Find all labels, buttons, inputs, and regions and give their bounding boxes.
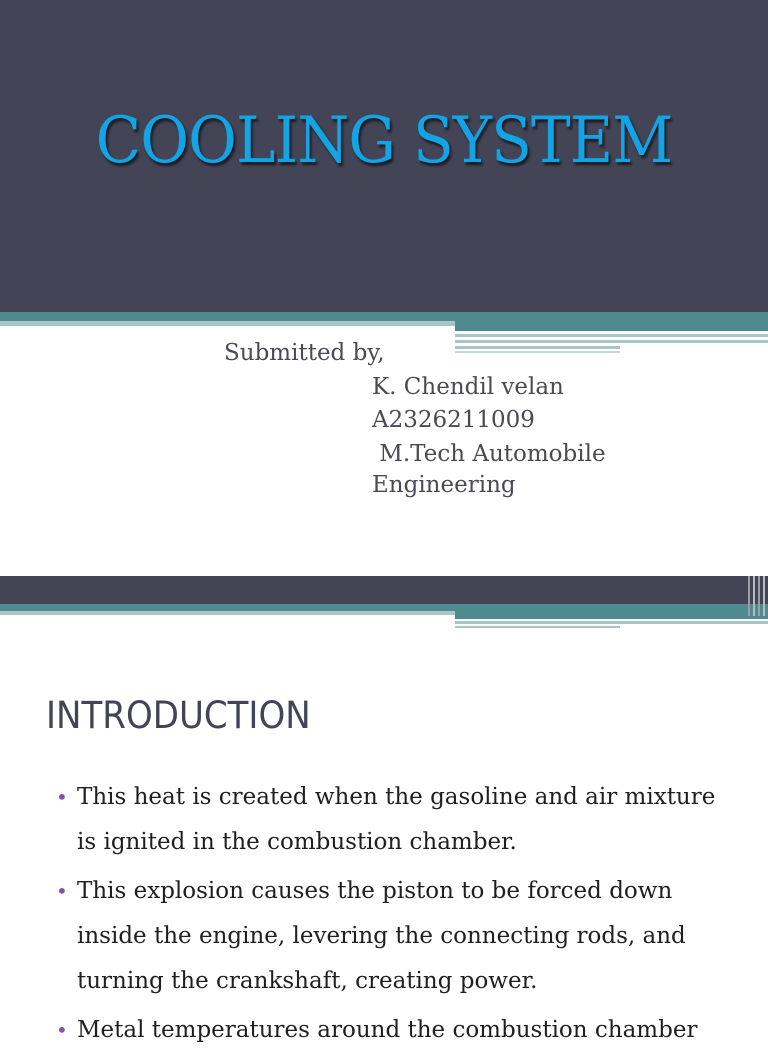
header-stripe-light <box>0 321 455 326</box>
section-heading: INTRODUCTION <box>46 694 311 737</box>
bullet-item <box>56 1008 736 1053</box>
intro-slide-header <box>0 576 768 604</box>
program-line-1: M.Tech Automobile <box>372 441 606 467</box>
header-stripe-right-thin3 <box>455 346 620 349</box>
bullet-text: This explosion causes the piston to be forced down inside the engine, levering the connecting rods, and turning the crankshaft, creating power. <box>77 878 686 994</box>
header-stripe-right-thin1 <box>455 334 768 337</box>
author-id: A2326211009 <box>372 407 535 433</box>
bullet-item <box>56 775 736 865</box>
page-edge-marks-icon <box>744 576 768 616</box>
bullet-item <box>56 869 736 1004</box>
bullet-text: Metal temperatures around the combustion chamber <box>77 1017 698 1043</box>
bullet-dot-icon: • <box>56 879 68 903</box>
intro-stripe-right-block <box>455 611 768 619</box>
header-stripe-right-thin2 <box>455 340 768 343</box>
submitted-by-label: Submitted by, <box>224 340 385 366</box>
author-name: K. Chendil velan <box>372 374 564 400</box>
intro-stripe-right-thin2 <box>455 626 620 628</box>
bullet-list <box>56 775 736 1057</box>
bullet-dot-icon: • <box>56 785 68 809</box>
bullet-text: This heat is created when the gasoline and air mixture is ignited in the combustion chamber. <box>77 784 716 855</box>
intro-stripe-light <box>0 611 455 615</box>
header-stripe-right-thin4 <box>455 351 620 353</box>
intro-stripe-teal <box>0 604 768 611</box>
bullet-dot-icon: • <box>56 1018 68 1042</box>
header-stripe-teal <box>0 312 768 321</box>
program-line-2: Engineering <box>372 472 516 498</box>
slide-title: COOLING SYSTEM <box>95 104 673 178</box>
intro-stripe-right-thin1 <box>455 621 768 624</box>
header-stripe-right-block <box>455 321 768 331</box>
